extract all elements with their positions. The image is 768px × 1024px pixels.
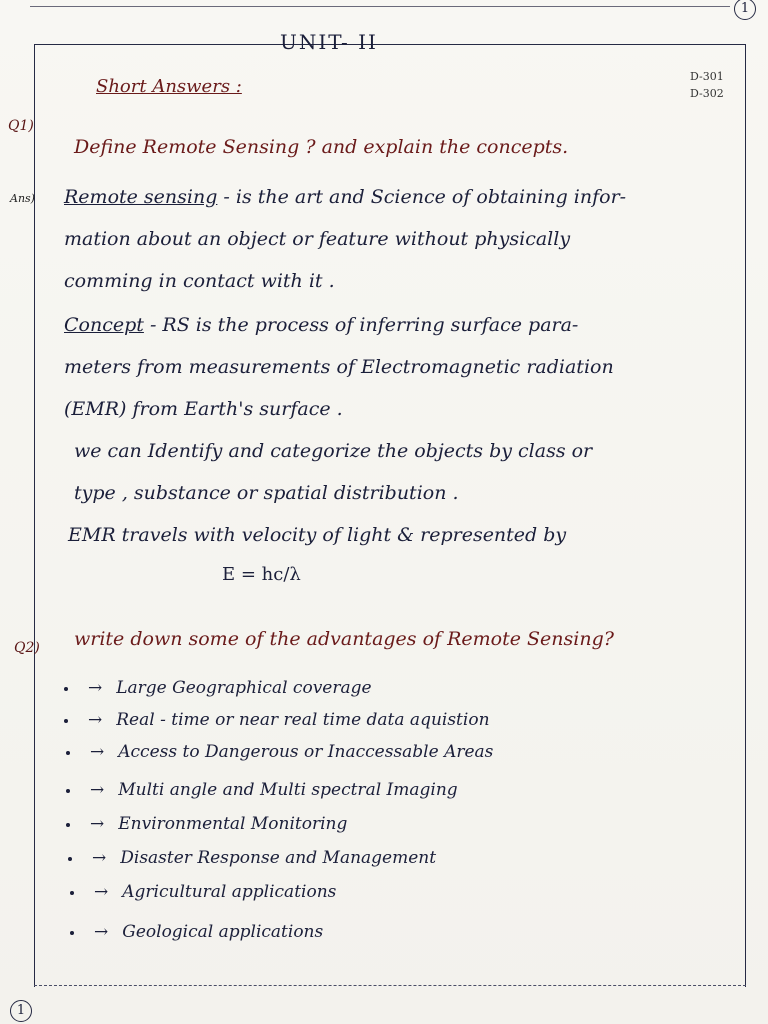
answer-line: mation about an object or feature without physically <box>64 228 571 250</box>
answer-line: type , substance or spatial distribution . <box>74 482 459 504</box>
arrow-icon: → <box>90 780 105 800</box>
answer-line: comming in contact with it . <box>64 270 335 292</box>
page-number-bottom: 1 <box>10 1000 32 1022</box>
top-rule <box>30 6 730 7</box>
list-item <box>66 742 493 762</box>
arrow-icon: → <box>90 742 105 762</box>
answer-term: Concept <box>64 314 144 336</box>
answer-term: Remote sensing <box>64 186 218 208</box>
section-title: Short Answers : <box>96 76 242 97</box>
list-item-text: Disaster Response and Management <box>120 848 437 868</box>
unit-title: UNIT- II <box>280 30 378 54</box>
list-item-text: Real - time or near real time data aquistion <box>116 710 490 730</box>
bullet-dot <box>66 751 70 755</box>
q2-question: write down some of the advantages of Remote Sensing? <box>74 628 614 650</box>
page-number-top: 1 <box>734 0 756 20</box>
code-2: D-302 <box>690 87 724 100</box>
arrow-icon: → <box>88 678 103 698</box>
arrow-icon: → <box>90 814 105 834</box>
list-item <box>70 882 336 902</box>
answer-line: (EMR) from Earth's surface . <box>64 398 343 420</box>
formula: E = hc/λ <box>222 564 301 585</box>
list-item-text: Multi angle and Multi spectral Imaging <box>118 780 458 800</box>
code-1: D-301 <box>690 70 724 83</box>
bullet-dot <box>64 719 68 723</box>
list-item-text: Access to Dangerous or Inaccessable Areas <box>118 742 494 762</box>
bullet-dot <box>70 891 74 895</box>
q1-question: Define Remote Sensing ? and explain the concepts. <box>74 136 569 158</box>
arrow-icon: → <box>88 710 103 730</box>
answer-line: we can Identify and categorize the objects by class or <box>74 440 593 462</box>
answer-text: - RS is the process of inferring surface para- <box>143 314 579 336</box>
list-item <box>66 780 458 800</box>
q1-answer-label: Ans) <box>10 192 35 205</box>
bullet-dot <box>66 789 70 793</box>
list-item-text: Agricultural applications <box>122 882 337 902</box>
answer-line <box>64 186 626 208</box>
answer-line: meters from measurements of Electromagnetic radiation <box>64 356 614 378</box>
answer-text: - is the art and Science of obtaining infor- <box>217 186 627 208</box>
arrow-icon: → <box>94 882 109 902</box>
list-item-text: Geological applications <box>122 922 324 942</box>
answer-line <box>64 314 578 336</box>
list-item <box>64 678 372 698</box>
list-item-text: Large Geographical coverage <box>116 678 372 698</box>
bullet-dot <box>70 931 74 935</box>
answer-line: EMR travels with velocity of light & represented by <box>68 524 567 546</box>
list-item <box>70 922 323 942</box>
arrow-icon: → <box>92 848 107 868</box>
q2-label: Q2) <box>14 640 40 656</box>
list-item <box>64 710 490 730</box>
list-item <box>66 814 347 834</box>
bullet-dot <box>64 687 68 691</box>
bullet-dot <box>66 823 70 827</box>
bullet-dot <box>68 857 72 861</box>
arrow-icon: → <box>94 922 109 942</box>
q1-label: Q1) <box>8 118 34 134</box>
list-item <box>68 848 436 868</box>
list-item-text: Environmental Monitoring <box>118 814 348 834</box>
page-border-bottom <box>34 985 746 986</box>
